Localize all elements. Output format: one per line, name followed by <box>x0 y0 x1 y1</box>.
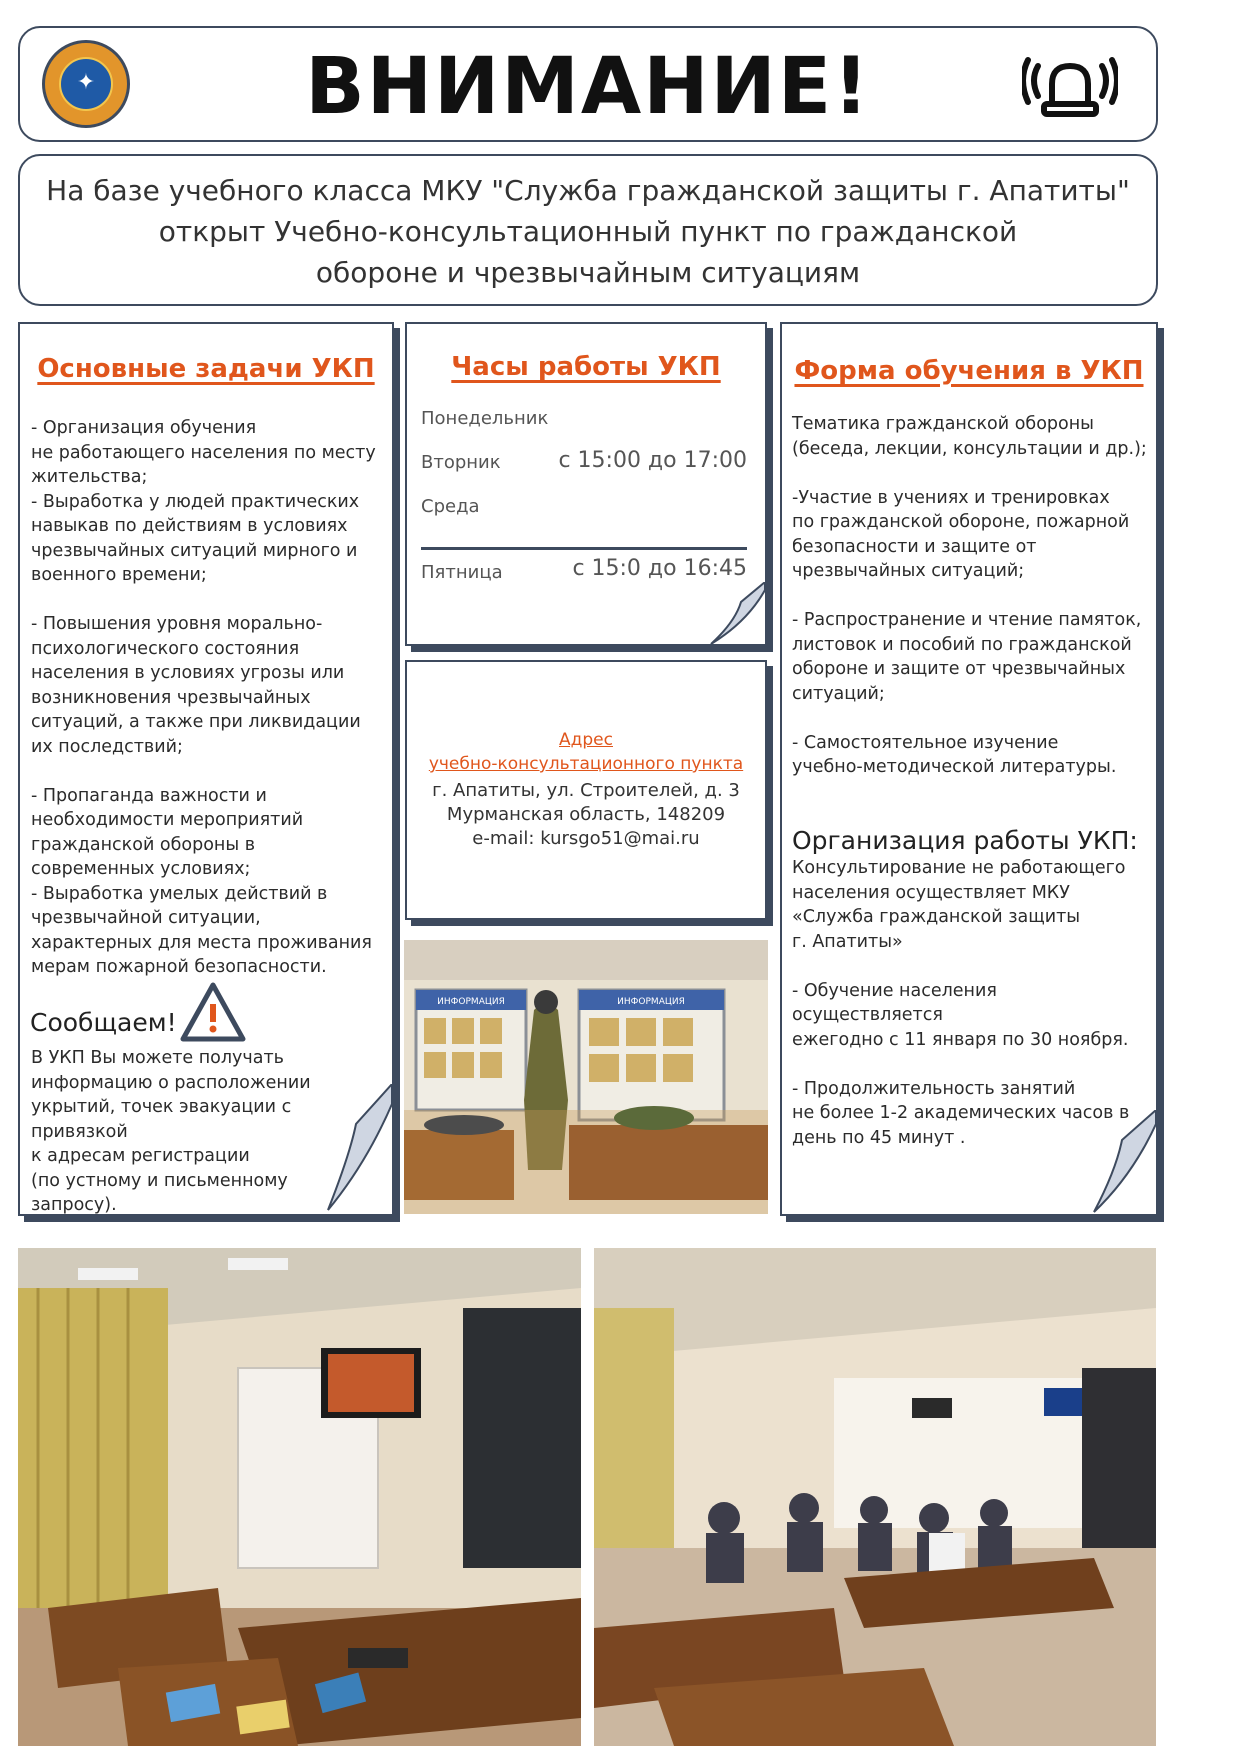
display-room-photo <box>404 940 768 1214</box>
report-title: Сообщаем! <box>30 1008 177 1037</box>
form-text: Тематика гражданской обороны (беседа, лекции, консультации и др.); -Участие в учениях и тренировках по гражданской обороне, пожарной безопасности и защите от чрезвычайных ситуаций; - Распространение и чтение памяток, листовок и пособий по гражданской обороне и защите от чрезвычайных ситуаций; - Самостоятельное изучение учебно-методической литературы. <box>792 414 1147 777</box>
day-tuesday: Вторник <box>421 452 501 473</box>
intro-line-2: открыт Учебно-консультационный пункт по гражданской <box>158 215 1018 248</box>
time-tuesday: с 15:00 до 17:00 <box>558 448 747 473</box>
address-label: Адрес <box>559 730 613 750</box>
intro-line-1: На базе учебного класса МКУ "Служба гражданской защиты г. Апатиты" <box>46 174 1130 207</box>
intro-line-3: обороне и чрезвычайным ситуациям <box>315 256 861 289</box>
address-line-1: г. Апатиты, ул. Строителей, д. 3 <box>432 780 740 801</box>
emercom-emblem-icon: ✦ <box>42 40 130 128</box>
page-curl-decoration <box>326 1084 394 1212</box>
form-panel <box>780 322 1158 1216</box>
address-sublabel: учебно-консультационного пункта <box>428 754 744 774</box>
tasks-panel <box>18 322 394 1216</box>
address-line-2: Мурманская область, 148209 <box>446 804 726 825</box>
org-title: Организация работы УКП: <box>792 826 1138 855</box>
photo-sign-right: ИНФОРМАЦИЯ <box>617 997 685 1007</box>
warning-icon <box>180 982 246 1042</box>
photo-sign-left: ИНФОРМАЦИЯ <box>437 997 505 1007</box>
tasks-title: Основные задачи УКП <box>37 354 375 384</box>
report-text: В УКП Вы можете получать информацию о расположении укрытий, точек эвакуации с привязкой к адресам регистрации (по устному и письменному запросу). <box>31 1048 311 1215</box>
org-text: Консультирование не работающего населения осуществляет МКУ «Служба гражданской защиты г. Апатиты» - Обучение населения осуществляется ежегодно с 11 января по 30 ноября. - Продолжительность занятий не более 1-2 академических часов в день по 45 минут . <box>792 858 1130 1148</box>
tasks-text: - Организация обучения не работающего населения по месту жительства; - Выработка у людей практических навыкав по действиям в условиях чрезвычайных ситуаций мирного и военного времени; - Повышения уровня морально- психологического состояния населения в условиях угрозы или возникновения чрезвычайных ситуаций, а также при ликвидации их последствий; - Пропаганда важности и необходимости мероприятий гражданской обороны в современных условиях; - Выработка умелых действий в чрезвычайной ситуации, характерных для места проживания мерам пожарной безопасности. <box>31 418 376 977</box>
header-banner <box>18 26 1158 142</box>
classroom-photo-left <box>18 1248 581 1746</box>
intro-banner <box>18 154 1158 306</box>
day-monday: Понедельник <box>421 408 549 429</box>
divider <box>421 547 747 550</box>
alarm-siren-icon <box>1022 50 1118 120</box>
page-curl-decoration <box>1092 1110 1158 1214</box>
time-friday: с 15:0 до 16:45 <box>572 556 747 581</box>
page-title: ВНИМАНИЕ! <box>305 42 871 132</box>
classroom-photo-right <box>594 1248 1156 1746</box>
form-title: Форма обучения в УКП <box>794 356 1144 386</box>
day-wednesday: Среда <box>421 496 480 517</box>
page-curl-decoration <box>707 582 767 646</box>
address-panel <box>405 660 767 920</box>
hours-panel <box>405 322 767 646</box>
hours-title: Часы работы УКП <box>451 352 721 382</box>
day-friday: Пятница <box>421 562 503 583</box>
address-email[interactable]: e-mail: kursgo51@mai.ru <box>472 828 700 849</box>
